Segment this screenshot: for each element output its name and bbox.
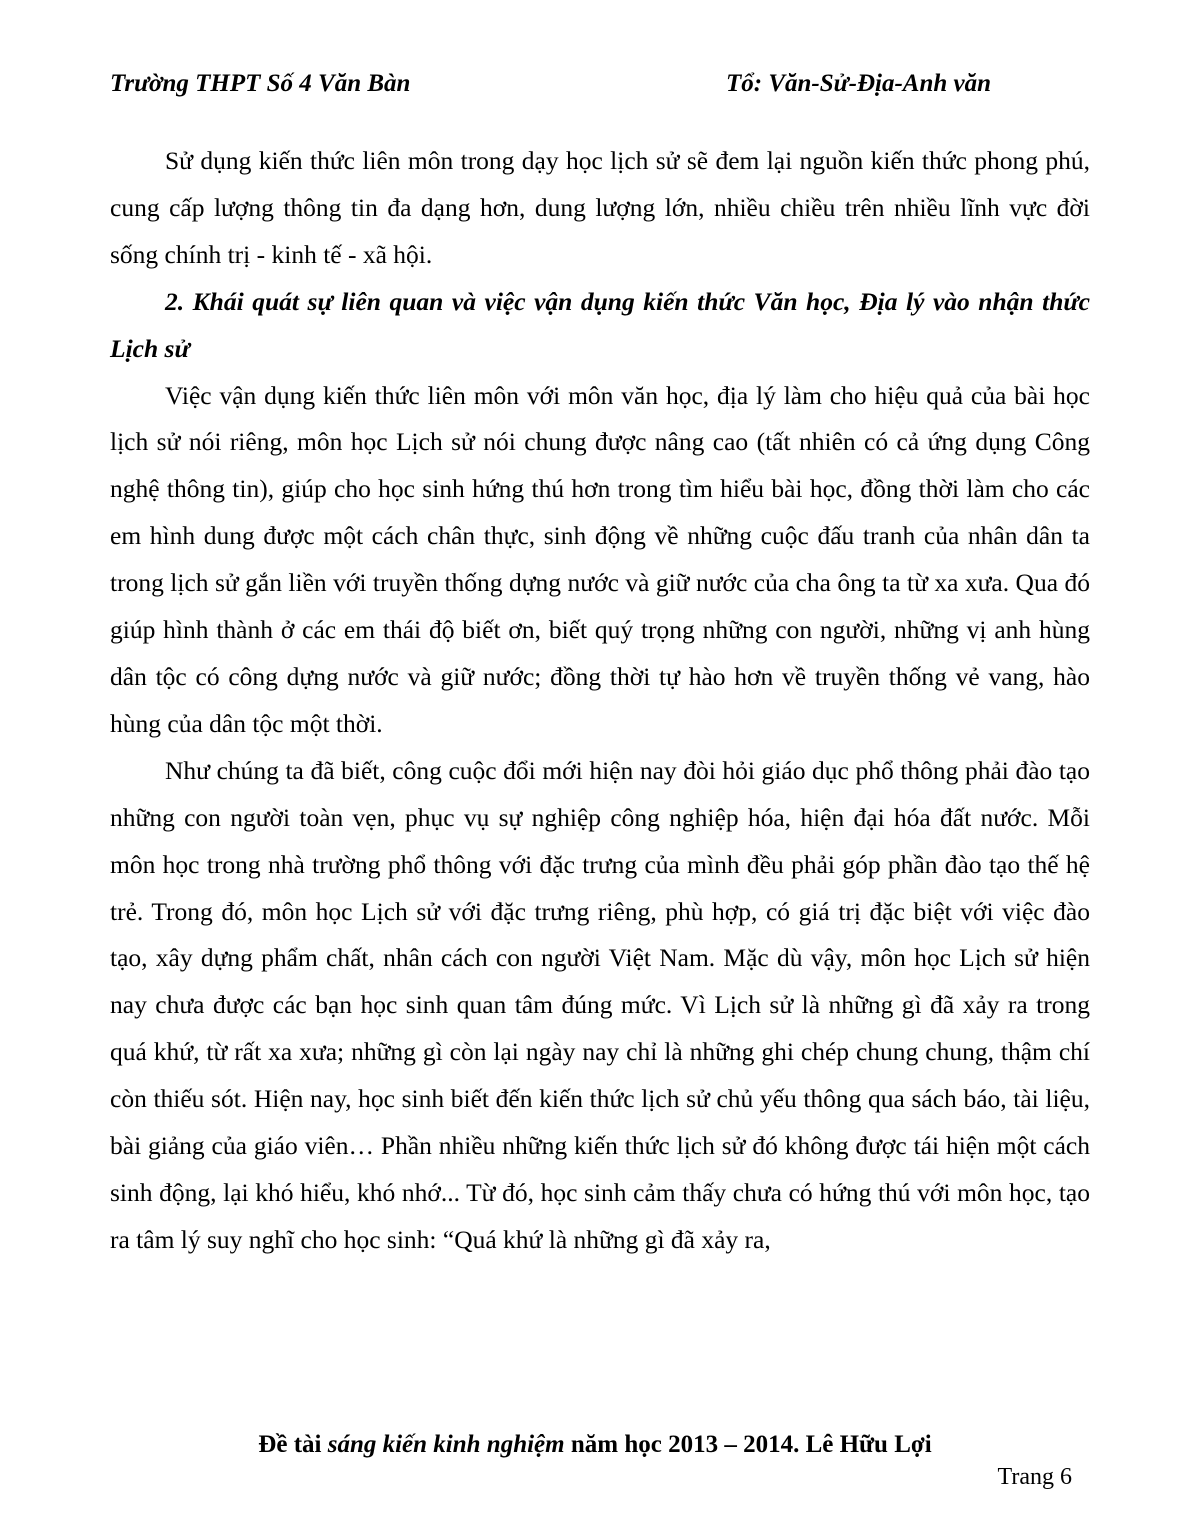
paragraph-intro: Sử dụng kiến thức liên môn trong dạy học lịch sử sẽ đem lại nguồn kiến thức phong phú, cung cấp lượng thông tin đa dạng hơn, dung lượng lớn, nhiều chiều trên nhiều lĩnh vực đời sống chính trị - kinh tế - xã hội. bbox=[110, 146, 1090, 269]
paragraph-education-reform: Như chúng ta đã biết, công cuộc đổi mới hiện nay đòi hỏi giáo dục phổ thông phải đào tạo những con người toàn vẹn, phục vụ sự nghiệp công nghiệp hóa, hiện đại hóa đất nước. Mỗi môn học trong nhà trường phổ thông với đặc trưng của mình đều phải góp phần đào tạo thế hệ trẻ. Trong đó, môn học Lịch sử với đặc trưng riêng, phù hợp, có giá trị đặc biệt với việc đào tạo, xây dựng phẩm chất, nhân cách con người Việt Nam. Mặc dù vậy, môn học Lịch sử hiện nay chưa được các bạn học sinh quan tâm đúng mức. Vì Lịch sử là những gì đã xảy ra trong quá khứ, từ rất xa xưa; những gì còn lại ngày nay chỉ là những ghi chép chung chung, thậm chí còn thiếu sót. Hiện nay, học sinh biết đến kiến thức lịch sử chủ yếu thông qua sách báo, tài liệu, bài giảng của giáo viên… Phần nhiều những kiến thức lịch sử đó không được tái hiện một cách sinh động, lại khó hiểu, khó nhớ... Từ đó, học sinh cảm thấy chưa có hứng thú với môn học, tạo ra tâm lý suy nghĩ cho học sinh: “Quá khứ là những gì đã xảy ra, bbox=[110, 755, 1090, 1254]
department-name: Tổ: Văn-Sử-Địa-Anh văn bbox=[726, 70, 992, 97]
footer-prefix: Đề tài bbox=[258, 1431, 328, 1458]
document-body bbox=[110, 138, 1090, 1264]
school-name: Trường THPT Số 4 Văn Bàn bbox=[110, 70, 411, 97]
footer-suffix: năm học 2013 – 2014. Lê Hữu Lợi bbox=[564, 1431, 932, 1458]
page-number: Trang 6 bbox=[997, 1464, 1072, 1490]
paragraph-interdisciplinary: Việc vận dụng kiến thức liên môn với môn văn học, địa lý làm cho hiệu quả của bài học lịch sử nói riêng, môn học Lịch sử nói chung được nâng cao (tất nhiên có cả ứng dụng Công nghệ thông tin), giúp cho học sinh hứng thú hơn trong tìm hiểu bài học, đồng thời làm cho các em hình dung được một cách chân thực, sinh động về những cuộc đấu tranh của nhân dân ta trong lịch sử gắn liền với truyền thống dựng nước và giữ nước của cha ông ta từ xa xưa. Qua đó giúp hình thành ở các em thái độ biết ơn, biết quý trọng những con người, những vị anh hùng dân tộc có công dựng nước và giữ nước; đồng thời tự hào hơn về truyền thống vẻ vang, hào hùng của dân tộc một thời. bbox=[110, 380, 1090, 738]
section-heading: 2. Khái quát sự liên quan và việc vận dụng kiến thức Văn học, Địa lý vào nhận thức Lịch sử bbox=[110, 286, 1090, 363]
page-header bbox=[110, 70, 1080, 106]
page-footer bbox=[0, 1431, 1190, 1459]
footer-italic: sáng kiến kinh nghiệm bbox=[327, 1431, 565, 1458]
